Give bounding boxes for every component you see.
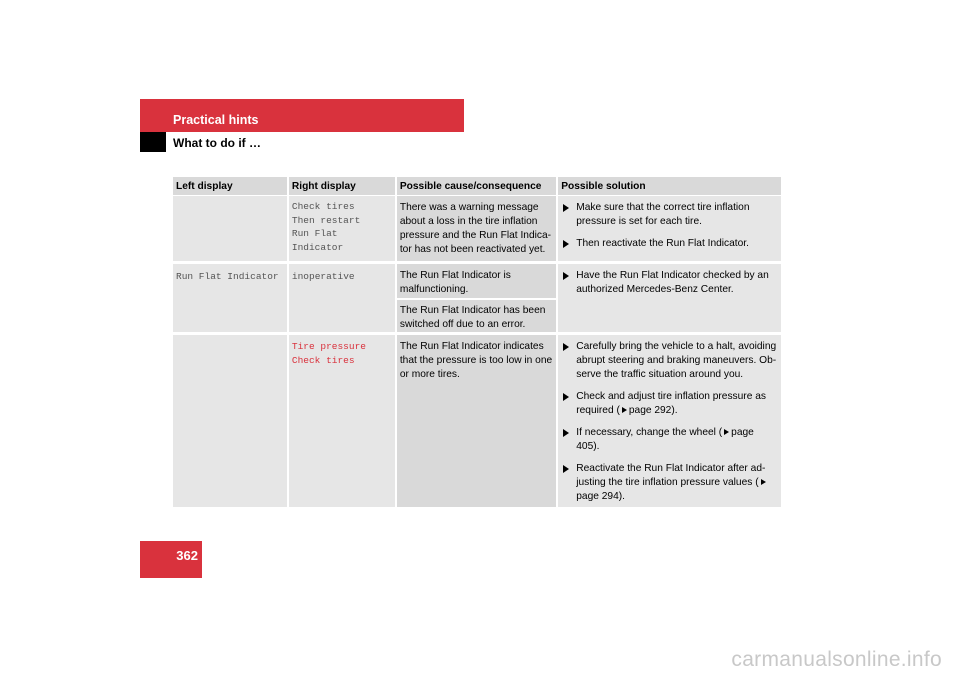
table-row bbox=[173, 335, 781, 507]
solution-cell bbox=[558, 264, 781, 332]
solution-step: If necessary, change the wheel ( page 405). bbox=[561, 426, 778, 454]
page-reference[interactable]: page 405 bbox=[576, 427, 754, 452]
solution-cell bbox=[558, 196, 781, 261]
right-display-cell: inoperative bbox=[289, 264, 395, 332]
display-line: Tire pressure bbox=[291, 341, 366, 352]
solution-cell bbox=[558, 335, 781, 507]
arrow-icon bbox=[563, 204, 569, 212]
left-display-cell bbox=[173, 196, 287, 261]
watermark: carmanualsonline.info bbox=[731, 648, 942, 671]
left-display-cell: Run Flat Indicator bbox=[173, 264, 287, 332]
section-title: Practical hints bbox=[173, 113, 259, 127]
display-line: Then restart bbox=[291, 214, 361, 226]
table-row bbox=[173, 264, 781, 332]
page-reference[interactable]: page 294 bbox=[576, 491, 619, 502]
arrow-icon bbox=[563, 393, 569, 401]
solution-step: Then reactivate the Run Flat Indicator. bbox=[561, 237, 778, 251]
cause-cell: The Run Flat Indicator indicates that the pressure is too low in one or more tires. bbox=[397, 335, 556, 507]
table-row bbox=[173, 196, 781, 261]
column-header-cause: Possible cause/consequence bbox=[397, 177, 556, 195]
column-header-left-display: Left display bbox=[173, 177, 287, 195]
arrow-icon bbox=[563, 465, 569, 473]
column-header-solution: Possible solution bbox=[558, 177, 781, 195]
page-reference-icon bbox=[724, 429, 729, 435]
section-subtitle: What to do if … bbox=[173, 136, 261, 150]
arrow-icon bbox=[563, 343, 569, 351]
page-number-box bbox=[140, 541, 202, 578]
solution-step: Have the Run Flat Indicator checked by an authorized Mercedes-Benz Center. bbox=[561, 269, 778, 297]
right-display-cell bbox=[289, 335, 395, 507]
solution-step: Make sure that the correct tire inflation pressure is set for each tire. bbox=[561, 201, 778, 229]
page-number: 362 bbox=[176, 548, 198, 563]
solution-step: Check and adjust tire inflation pressure as required ( page 292). bbox=[561, 390, 778, 418]
page-reference-icon bbox=[761, 479, 766, 485]
cause-cell: The Run Flat Indicator has been switched off due to an error. bbox=[397, 300, 556, 332]
cause-cell: There was a warning message about a loss in the tire inflation pressure and the Run Flat Indica-tor has not been reactivated yet. bbox=[397, 196, 556, 261]
display-line: Check tires bbox=[291, 354, 355, 366]
solution-step: Carefully bring the vehicle to a halt, avoiding abrupt steering and braking maneuvers. Ob-serve the traffic situation around you. bbox=[561, 340, 778, 382]
cause-cell-group bbox=[397, 264, 556, 332]
arrow-icon bbox=[563, 429, 569, 437]
column-header-right-display: Right display bbox=[289, 177, 395, 195]
page-reference[interactable]: page 292 bbox=[628, 405, 672, 416]
page-reference-icon bbox=[622, 407, 627, 413]
left-display-cell bbox=[173, 335, 287, 507]
cause-cell: The Run Flat Indicator is malfunctioning. bbox=[397, 264, 556, 298]
arrow-icon bbox=[563, 272, 569, 280]
solution-step: Reactivate the Run Flat Indicator after ad-justing the tire inflation pressure values (page 294). bbox=[561, 462, 778, 504]
table-header-row bbox=[173, 177, 781, 195]
header-marker bbox=[140, 132, 166, 152]
display-line: Check tires bbox=[291, 201, 355, 212]
display-line: Run Flat Indicator bbox=[291, 228, 344, 253]
troubleshooting-table bbox=[173, 177, 781, 507]
right-display-cell bbox=[289, 196, 395, 261]
arrow-icon bbox=[563, 240, 569, 248]
